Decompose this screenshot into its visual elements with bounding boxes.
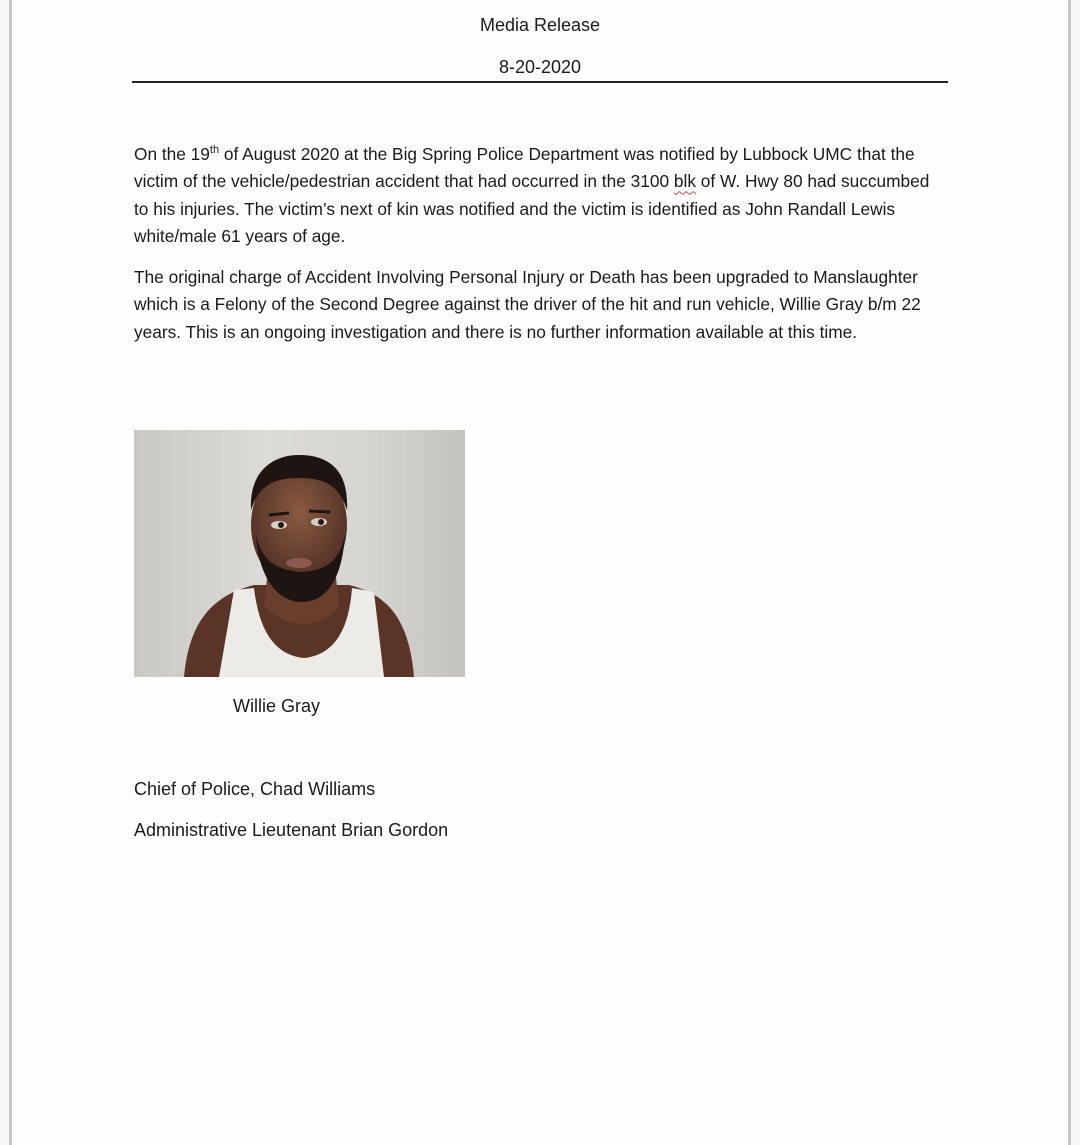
signature-lieutenant: Administrative Lieutenant Brian Gordon [134, 820, 449, 840]
suspect-photo [134, 430, 465, 677]
photo-caption: Willie Gray [233, 696, 321, 716]
paragraph-2: The original charge of Accident Involving Personal Injury or Death has been upgraded to Manslaughter which is a Felony of the Second Degree against the driver of the hit and run vehicle, Willie Gray b/m 22 years. This is an ongoing investigation and there is no further information available at this time. [134, 267, 921, 342]
release-date: 8-20-2020 [498, 57, 582, 77]
paragraph-1-start: On the 19 [134, 144, 210, 164]
spellcheck-word: blk [673, 171, 696, 192]
page-edge-right [1068, 0, 1071, 1145]
paragraph-1 [134, 141, 944, 250]
signature-chief: Chief of Police, Chad Williams [134, 779, 376, 799]
header-rule [132, 81, 948, 83]
ordinal-suffix: th [209, 144, 220, 157]
paragraph-1-end: of W. Hwy 80 had succumbed to his injuries. The victim’s next of kin was notified and the victim is identified as John Randall Lewis white/male 61 years of age. [134, 171, 930, 246]
paragraph-1-middle: of August 2020 at the Big Spring Police Department was notified by Lubbock UMC that the victim of the vehicle/pedestrian accident that had occurred in the 3100 [134, 144, 915, 192]
portrait-illustration [134, 430, 465, 677]
document-title: Media Release [479, 15, 601, 35]
